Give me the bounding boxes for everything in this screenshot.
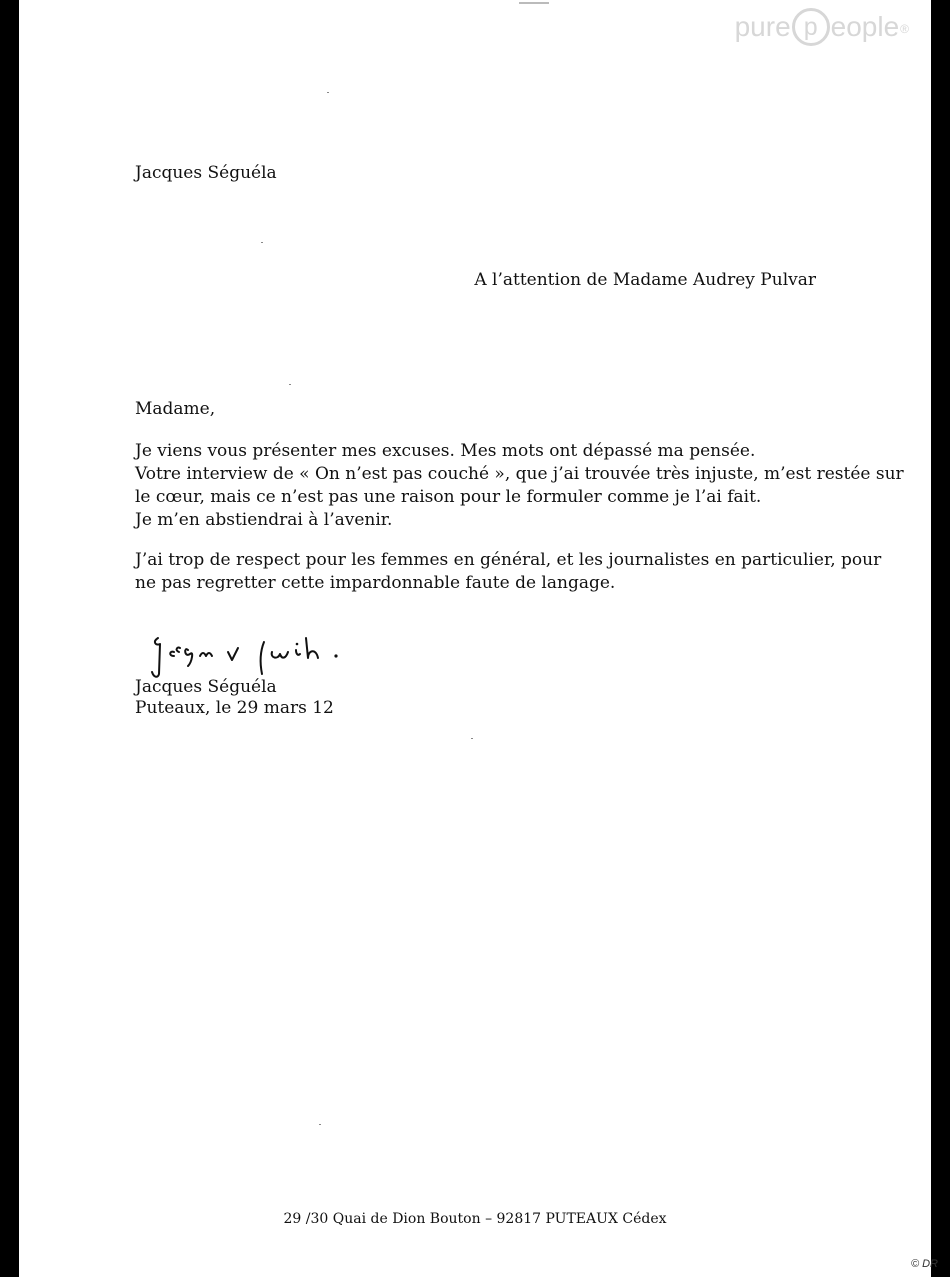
purepeople-watermark xyxy=(735,8,909,46)
scan-speck xyxy=(471,738,473,739)
body-paragraph-1 xyxy=(135,440,904,532)
paragraph-1-line: le cœur, mais ce n’est pas une raison pour le formuler comme je l’ai fait. xyxy=(135,487,762,507)
watermark-registered-mark: ® xyxy=(900,22,909,36)
paragraph-1-line: Je m’en abstiendrai à l’avenir. xyxy=(135,510,393,530)
body-paragraph-2 xyxy=(135,549,881,595)
scan-speck xyxy=(319,1124,321,1125)
watermark-text-before: pure xyxy=(734,11,791,42)
paragraph-2-line: ne pas regretter cette impardonnable faute de langage. xyxy=(135,573,616,593)
paragraph-1-line: Votre interview de « On n’est pas couché », que j’ai trouvée très injuste, m’est restée sur xyxy=(135,464,904,484)
signature-dot xyxy=(334,654,337,657)
signed-name: Jacques Séguéla xyxy=(135,677,277,697)
sender-name: Jacques Séguéla xyxy=(135,163,277,183)
footer-address: 29 /30 Quai de Dion Bouton – 92817 PUTEAUX Cédex xyxy=(283,1211,667,1227)
handwritten-signature xyxy=(146,622,376,680)
letter-page xyxy=(19,0,931,1277)
paragraph-1-line: Je viens vous présenter mes excuses. Mes mots ont dépassé ma pensée. xyxy=(135,441,756,461)
recipient-attention-line: A l’attention de Madame Audrey Pulvar xyxy=(474,270,816,290)
signature-dot xyxy=(296,643,299,646)
watermark-ring-letter: p xyxy=(792,8,830,46)
scan-speck xyxy=(519,2,549,4)
salutation: Madame, xyxy=(135,399,216,419)
scan-speck xyxy=(261,242,263,243)
scan-speck xyxy=(327,92,329,93)
scan-speck xyxy=(289,384,291,385)
paragraph-2-line: J’ai trop de respect pour les femmes en général, et les journalistes en particulier, pour xyxy=(135,550,882,570)
copyright-notice: © DR xyxy=(910,1258,938,1270)
place-and-date: Puteaux, le 29 mars 12 xyxy=(135,698,334,718)
watermark-text-after: eople xyxy=(830,11,900,42)
